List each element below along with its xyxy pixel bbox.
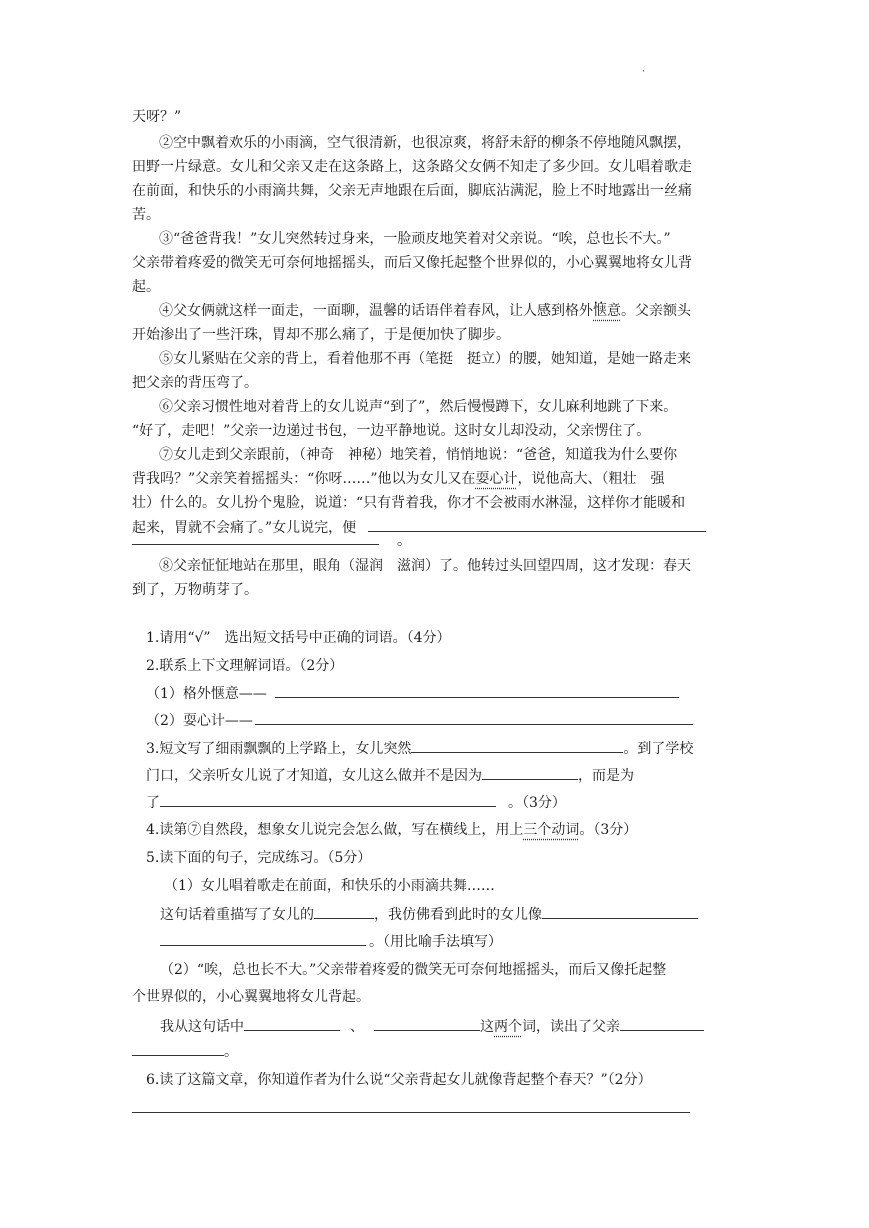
text-segment: 门口，父亲听女儿说了才知道，女儿这么做并不是因为 — [146, 768, 482, 784]
question-5-2: （2）“唉，总也长不大。”父亲带着疼爱的微笑无可奈何地摇摇头，而后又像托起整 — [160, 962, 667, 978]
answer-blank[interactable] — [255, 710, 693, 725]
text-segment: 这 — [480, 1019, 494, 1035]
text-segment: 我从这句话中 — [160, 1019, 244, 1035]
text-segment: ，而是为 — [578, 768, 634, 784]
answer-blank[interactable] — [244, 1016, 340, 1031]
answer-blank[interactable] — [314, 904, 374, 919]
passage-line: 田野一片绿意。女儿和父亲又走在这条路上，这条路父女俩不知走了多少回。女儿唱着歌走 — [132, 159, 692, 175]
question-6-line — [132, 1098, 690, 1119]
text-segment: 3.短文写了细雨飘飘的上学路上，女儿突然 — [146, 741, 412, 757]
passage-line: 天呀？” — [132, 109, 182, 125]
emphasized-word: • • 惬意 — [593, 303, 621, 319]
question-5-2-line: 个世界似的，小心翼翼地将女儿背起。 — [132, 989, 370, 1005]
answer-blank[interactable] — [542, 904, 698, 919]
passage-line — [159, 301, 691, 321]
passage-line: 苦。 — [132, 207, 160, 223]
question-4 — [146, 820, 637, 840]
passage-line: 壮）什么的。女儿扮个鬼脸，说道：“只有背着我，你才不会被雨水淋湿，这样你才能暖和 — [132, 495, 686, 511]
question-3-line — [146, 792, 566, 813]
passage-line: 开始渗出了一些汗珠，胃却不那么痛了，于是便加快了脚步。 — [132, 327, 510, 343]
header-mark: · — [642, 67, 645, 77]
passage-line: 到了，万物萌芽了。 — [132, 582, 258, 598]
passage-line: 起。 — [132, 279, 160, 295]
passage-line: ②空中飘着欢乐的小雨滴，空气很清新，也很凉爽，将舒未舒的柳条不停地随风飘摆， — [159, 135, 691, 151]
text-segment: 背我吗？”父亲笑着摇摇头：“你呀……”他以为女儿又在 — [132, 471, 476, 487]
text-segment: ，我仿佛看到此时的女儿像 — [374, 907, 542, 923]
text-segment: 这句话着重描写了女儿的 — [160, 907, 314, 923]
answer-blank[interactable] — [132, 1098, 690, 1113]
question-5-2-line — [160, 1016, 704, 1037]
passage-line: ⑤女儿紧贴在父亲的背上，看着他那不再（笔挺 挺立）的腰，她知道，是她一路走来 — [159, 351, 691, 367]
answer-blank[interactable] — [275, 683, 679, 698]
text-segment: 。（用比喻手法填写） — [369, 934, 502, 950]
text-segment: 。（3分） — [579, 822, 638, 838]
passage-line: ⑥父亲习惯性地对着背上的女儿说声“到了”，然后慢慢蹲下，女儿麻利地跳了下来。 — [159, 399, 678, 415]
question-2-1 — [146, 683, 679, 704]
passage-line: 把父亲的背压弯了。 — [132, 375, 258, 391]
question-5: 5.读下面的句子，完成练习。（5分） — [146, 850, 372, 866]
text-segment: 。（3分） — [508, 795, 566, 811]
question-5-1-line — [160, 931, 502, 952]
question-2-2 — [146, 710, 693, 731]
emphasized-word: 耍心计 — [475, 471, 518, 487]
answer-blank[interactable] — [374, 1016, 480, 1031]
text-segment: （2）耍心计—— — [146, 713, 253, 729]
text-segment: 起来，胃就不会痛了。”女儿说完，便 — [132, 520, 357, 536]
question-2: 2.联系上下文理解词语。（2分） — [146, 658, 344, 674]
answer-blank[interactable] — [368, 517, 706, 532]
text-segment: ④父女俩就这样一面走，一面聊，温馨的话语伴着春风，让人感到格外 — [159, 303, 593, 319]
passage-line: ③“爸爸背我！”女儿突然转过身来，一脸顽皮地笑着对父亲说。“唉，总也长不大。” — [159, 231, 671, 247]
question-3-line — [146, 765, 634, 786]
question-6: 6.读了这篇文章，你知道作者为什么说“父亲背起女儿就像背起整个春天？”（2分） — [146, 1072, 652, 1088]
text-segment: 。父亲额头 — [621, 303, 691, 319]
answer-blank[interactable] — [411, 738, 623, 753]
text-segment: （1）格外惬意—— — [146, 686, 267, 702]
text-segment: 。到了学校 — [623, 741, 694, 757]
emphasized-word: 两个 — [494, 1019, 522, 1035]
question-5-1: （1）女儿唱着歌走在前面，和快乐的小雨滴共舞…… — [164, 878, 495, 894]
passage-line: “好了，走吧！”父亲一边递过书包，一边平静地说。这时女儿却没动，父亲愣住了。 — [132, 423, 651, 439]
question-1: 1.请用“√” 选出短文括号中正确的词语。（4分） — [146, 630, 451, 646]
question-5-1-line — [160, 904, 698, 925]
text-segment: ，说他高大、（粗壮 强 — [517, 471, 665, 487]
answer-blank[interactable] — [482, 765, 578, 780]
passage-line: ⑧父亲怔怔地站在那里，眼角（湿润 滋润）了。他转过头回望四周，这才发现：春天 — [159, 558, 691, 574]
passage-line — [132, 530, 411, 551]
passage-line: 在前面，和快乐的小雨滴共舞，父亲无声地跟在后面，脚底沾满泥，脸上不时地露出一丝痛 — [132, 183, 692, 199]
emphasized-word: 三个动词 — [523, 822, 580, 838]
question-5-2-line — [132, 1041, 238, 1062]
answer-blank[interactable] — [620, 1016, 704, 1031]
text-segment: 。 — [224, 1044, 238, 1060]
answer-blank[interactable] — [132, 530, 379, 545]
text-segment: 4.读第⑦自然段，想象女儿说完会怎么做，写在横线上，用上 — [146, 822, 524, 838]
answer-blank[interactable] — [160, 931, 366, 946]
answer-blank[interactable] — [160, 792, 496, 807]
text-segment: 。 — [397, 533, 411, 549]
text-segment: 、 — [350, 1019, 364, 1035]
text-segment: 了 — [146, 795, 160, 811]
answer-blank[interactable] — [132, 1041, 224, 1056]
text-segment: 词，读出了父亲 — [522, 1019, 620, 1035]
passage-line: 父亲带着疼爱的微笑无可奈何地摇摇头，而后又像托起整个世界似的，小心翼翼地将女儿背 — [132, 255, 692, 271]
passage-line: ⑦女儿走到父亲跟前，（神奇 神秘）地笑着，悄悄地说：“爸爸，知道我为什么要你 — [159, 447, 678, 463]
passage-line — [132, 469, 664, 489]
question-3 — [146, 738, 693, 759]
